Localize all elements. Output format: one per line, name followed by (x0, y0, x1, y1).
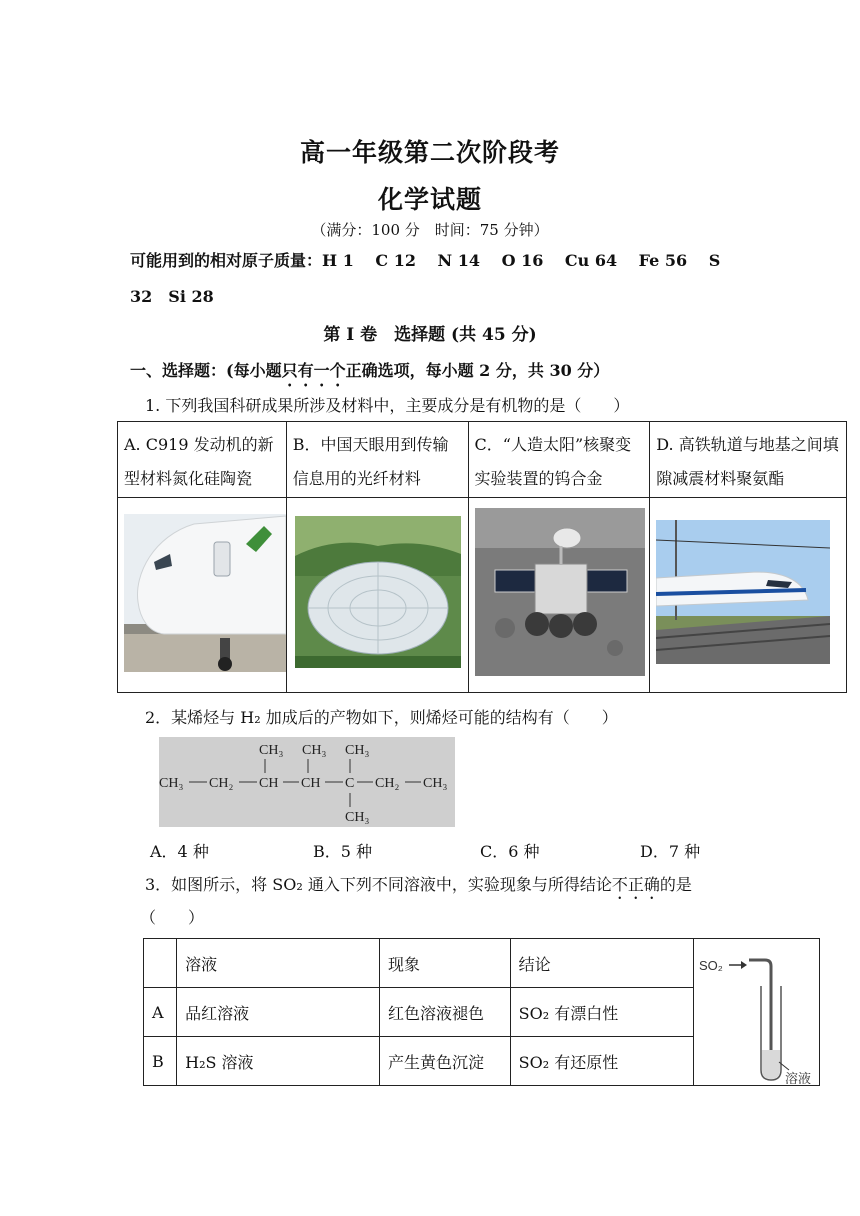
chain-2: CH₂ (209, 776, 234, 791)
chain-5: C (345, 776, 355, 791)
row-conclusion: SO₂ 有漂白性 (510, 988, 694, 1037)
exam-title: 高一年级第二次阶段考 (299, 138, 560, 167)
solution-label: 溶液 (784, 1071, 811, 1084)
header-phenomenon: 现象 (380, 939, 511, 988)
apparatus-cell (694, 939, 820, 1086)
q1-image-d-cell (650, 498, 847, 693)
q3-stem (145, 872, 692, 903)
branch-ch3-bottom: CH₃ (345, 810, 370, 825)
section-heading-suffix: 正确选项，每小题 2 分，共 30 分） (345, 361, 610, 380)
q1-options-table (117, 421, 847, 693)
q3-table (143, 938, 820, 1086)
q2-choice-c: C．6 种 (480, 842, 540, 861)
subject-title: 化学试题 (377, 185, 482, 214)
row-solution: 品红溶液 (177, 988, 380, 1037)
row-conclusion: SO₂ 有还原性 (510, 1037, 694, 1086)
structural-formula (159, 737, 455, 827)
q1-option-a: A. C919 发动机的新型材料氮化硅陶瓷 (118, 422, 287, 498)
atomic-mass-line-2: 32 Si 28 (130, 287, 214, 306)
chain-6: CH₂ (375, 776, 400, 791)
header-conclusion: 结论 (510, 939, 694, 988)
q3-stem-emphasis: 不正确 (611, 875, 660, 894)
exam-meta: （满分：100 分 时间：75 分钟） (311, 221, 549, 239)
table-header-row (144, 939, 820, 988)
chain-4: CH (301, 776, 321, 791)
q2-choice-a: A．4 种 (150, 842, 209, 861)
atomic-mass-line-1: 可能用到的相对原子质量：H 1 C 12 N 14 O 16 Cu 64 Fe 56 S (130, 251, 721, 270)
chain-3: CH (259, 776, 279, 791)
q1-image-b-cell (286, 498, 468, 693)
row-label: B (144, 1037, 177, 1086)
lunar-rover-photo (475, 508, 645, 676)
test-tube-diagram (695, 944, 819, 1084)
branch-ch3-2: CH₃ (302, 743, 327, 758)
q1-image-a-cell (118, 498, 287, 693)
row-solution: H₂S 溶液 (177, 1037, 380, 1086)
so2-label: SO₂ (698, 958, 723, 973)
row-phenomenon: 红色溶液褪色 (380, 988, 511, 1037)
section-heading-prefix: 一、选择题：(每小题 (130, 361, 282, 380)
q3-stem-prefix: 3．如图所示，将 SO₂ 通入下列不同溶液中，实验现象与所得结论 (145, 875, 612, 894)
row-phenomenon: 产生黄色沉淀 (380, 1037, 511, 1086)
airplane-photo (124, 514, 286, 672)
chain-7: CH₃ (423, 776, 448, 791)
section-heading (130, 358, 609, 390)
branch-ch3-3: CH₃ (345, 743, 370, 758)
row-label: A (144, 988, 177, 1037)
high-speed-train-photo (656, 520, 830, 664)
q2-choice-d: D．7 种 (640, 842, 701, 861)
q2-choice-b: B．5 种 (313, 842, 373, 861)
q2-stem: 2．某烯烃与 H₂ 加成后的产物如下，则烯烃可能的结构有（ ） (145, 708, 618, 727)
arrow-head-icon (741, 961, 747, 969)
header-empty (144, 939, 177, 988)
section-heading-emphasis: 只有一个 (281, 361, 346, 380)
solution-fill (762, 1050, 780, 1079)
q1-option-d: D. 高铁轨道与地基之间填隙减震材料聚氨酯 (650, 422, 847, 498)
q3-stem-suffix: 的是 (659, 875, 692, 894)
branch-ch3-1: CH₃ (259, 743, 284, 758)
q1-image-c-cell (468, 498, 650, 693)
section-title: 第 I 卷 选择题 (共 45 分) (323, 325, 537, 345)
header-solution: 溶液 (177, 939, 380, 988)
q1-option-c: C．“人造太阳”核聚变实验装置的钨合金 (468, 422, 650, 498)
q1-option-b: B．中国天眼用到传输信息用的光纤材料 (286, 422, 468, 498)
chain-1: CH₃ (159, 776, 184, 791)
q1-stem: 1. 下列我国科研成果所涉及材料中，主要成分是有机物的是（ ） (145, 396, 630, 415)
q3-answer-paren: （ ） (140, 908, 205, 927)
fast-telescope-photo (295, 516, 461, 668)
